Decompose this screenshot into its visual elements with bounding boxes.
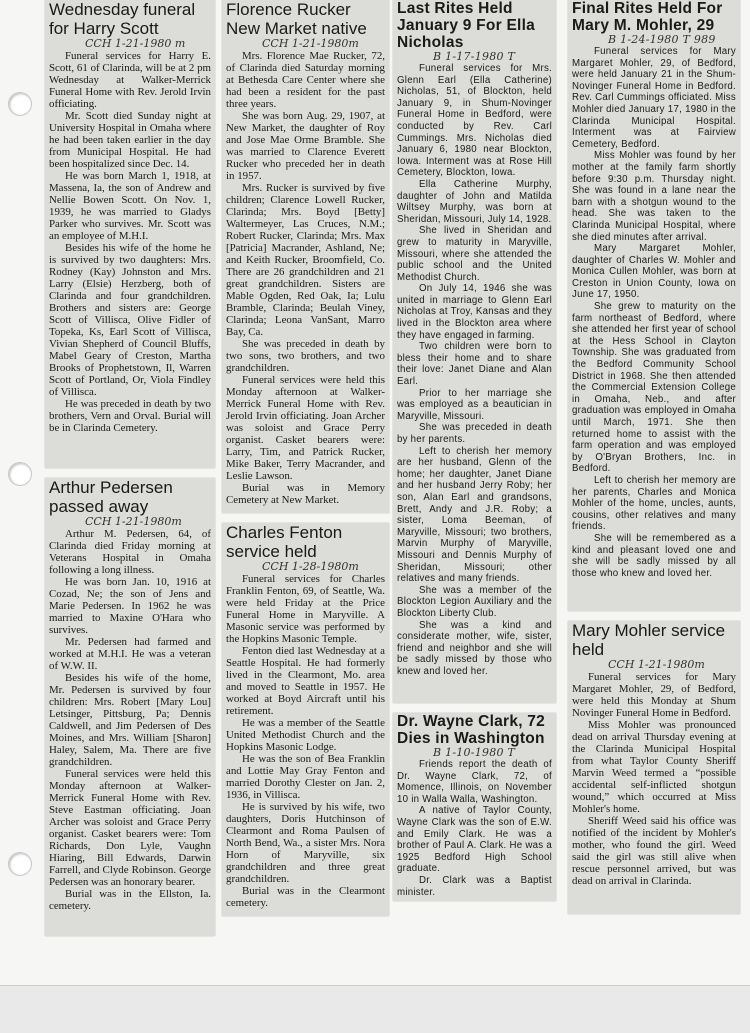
paragraph: Besides his wife of the home he is survived by two daughters: Mrs. Rodney (Kay) Johnston and Mrs. Larry (Elsie) Herzberg, both of Clarinda and four grandchildren. Brothers and sisters are: George Scott of Villisca, Olive Fidler of Topeka, Ks, Earl Scott of Villisca, Vivian Shepherd of Council Bluffs, Mabel Geary of Creston, Martha Brooks of Prophetstown, Il, Warren Scott of Portland, Or, Viola Findley of Villisca. xyxy=(49,242,211,398)
clipping-harry-scott xyxy=(45,0,215,468)
clipping-ella-nicholas xyxy=(393,0,556,703)
clipping-mary-mohler-final-rites xyxy=(568,0,740,611)
clipping-charles-fenton xyxy=(222,523,389,916)
paragraph: Sheriff Weed said his office was notified of the incident by Mohler's mother, who found the girl. Weed said the girl was still alive when rescue personnel arrived, but was dead on arrival in Clarinda. xyxy=(572,815,736,887)
paragraph: He was a member of the Seattle United Methodist Church and the Hopkins Masonic Lodge. xyxy=(226,717,385,753)
paragraph: She grew to maturity on the farm northeast of Bedford, where she attended her first year of school at the Hess School in Clayton Township. She was graduated from the Bedford Community School District in 1968. She then attended the Commercial Extension College in Omaha, Neb., and after graduation was employed in Omaha until March, 1971. She then returned home to assist with the farm operation and was employed by O'Bryan Brothers, Inc. in Bedford. xyxy=(572,301,736,475)
headline: Mary Mohler service held xyxy=(572,621,726,659)
headline: Wednesday funeral for Harry Scott xyxy=(49,0,196,38)
clipping-wayne-clark xyxy=(393,713,556,901)
article-body xyxy=(222,573,389,909)
paragraph: Funeral services were held this Monday afternoon at Walker-Merrick Funeral Home with Rev. Steve Eastman officiating. Joan Archer was soloist and Grace Perry organist. Casket bearers were: Tom Richards, Don Lyle, Vaughn Hiaring, Bill Edwards, Darwin Farrell, and Clyde Robinson. George Pedersen was an honorary bearer. xyxy=(49,768,211,888)
handwritten-date-note: B 1-24-1980 T 989 xyxy=(608,33,716,46)
binder-hole xyxy=(8,462,32,486)
handwritten-date-note: CCH 1-21-1980m xyxy=(608,658,705,671)
paragraph: Burial was in the Clearmont cemetery. xyxy=(226,885,385,909)
paragraph: Friends report the death of Dr. Wayne Clark, 72, of Momence, Illinois, on November 10 in Walla Walla, Washington. xyxy=(397,759,552,805)
handwritten-date-note: CCH 1-21-1980 m xyxy=(85,37,186,50)
paragraph: Ella Catherine Murphy, daughter of John and Matilda Wiltsey Murphy, was born at Sheridan, Missouri, July 14, 1928. xyxy=(397,178,552,225)
paragraph: A native of Taylor County, Wayne Clark was the son of E.W. and Emily Clark. He was a brother of Paul A. Clark. He was a 1925 Bedford High School graduate. xyxy=(397,805,552,875)
paragraph: Funeral services for Harry E. Scott, 61 of Clarinda, will be at 2 pm Wednesday at Walker-Merrick Funeral Home with Rev. Jerold Irvin officiating. xyxy=(49,50,211,110)
paragraph: He was preceded in death by two brothers, Vern and Orval. Burial will be in Clarinda Cemetery. xyxy=(49,398,211,434)
paragraph: Two children were born to bless their home and to share their love: Janet Diane and Alan Earl. xyxy=(397,341,552,388)
headline: Florence Rucker New Market native xyxy=(226,0,367,38)
paragraph: Fenton died last Wednesday at a Seattle Hospital. He had formerly lived in the Clearmont, Mo. area and moved to Seattle in 1957. He worked at Boyd Aircraft until his retirement. xyxy=(226,645,385,717)
paragraph: She was preceded in death by two sons, two brothers, and two grandchildren. xyxy=(226,338,385,374)
paragraph: Mr. Scott died Sunday night at University Hospital in Omaha where he had been taken earlier in the day from Municipal Hospital. He had been hospitalized since Dec. 14. xyxy=(49,110,211,170)
paragraph: On July 14, 1946 she was united in marriage to Glenn Earl Nicholas at Troy, Kansas and they lived in the Blockton area where they have engaged in farming. xyxy=(397,283,552,341)
paragraph: She will be remembered as a kind and pleasant loved one and she will be sadly missed by all those who knew and loved her. xyxy=(572,532,736,579)
paragraph: She was preceded in death by her parents. xyxy=(397,422,552,445)
paragraph: She was born Aug. 29, 1907, at New Market, the daughter of Roy and Jose Mae Orme Bramble. She was married to Clarence Everett Rucker who preceded her in death in 1957. xyxy=(226,110,385,182)
handwritten-date-note: CCH 1-28-1980m xyxy=(262,560,359,573)
paragraph: Funeral services for Mary Margaret Mohler, 29, of Bedford, were held January 21 in the Shum-Novinger Funeral Home in Bedford. Rev. Carl Cummings officiated. Miss Mohler died January 17, 1980 in the Clarinda Municipal Hospital. Interment was at Fairview Cemetery, Bedford. xyxy=(572,46,736,150)
binder-hole xyxy=(8,852,32,876)
handwritten-date-note: B 1-17-1980 T xyxy=(433,50,516,63)
paragraph: Prior to her marriage she was employed as a beautician in Maryville, Missouri. xyxy=(397,387,552,422)
clipping-mary-mohler-service xyxy=(568,621,740,914)
handwritten-date-note: CCH 1-21-1980m xyxy=(262,37,359,50)
column-1 xyxy=(45,0,215,936)
paragraph: Miss Mohler was pronounced dead on arrival Thursday evening at the Clarinda Municipal Hospital from what Taylor County Sheriff Marvin Weed termed a “possible accidental self-inflicted shotgun wound,” which occurred at Miss Mohler's home. xyxy=(572,719,736,815)
paragraph: Dr. Clark was a Baptist minister. xyxy=(397,874,552,898)
article-body xyxy=(393,759,556,898)
headline: Final Rites Held For Mary M. Mohler, 29 xyxy=(572,0,723,34)
paragraph: Besides his wife of the home, Mr. Pedersen is survived by four children: Mrs. Robert [Mary Lou] Letsinger, Pittsburg, Pa; Dennis Caldwell, and Jim Pedersen of Des Moines, and Mrs. William [Sharon] Haley, Salem, Ma. There are five grandchildren. xyxy=(49,672,211,768)
column-2 xyxy=(222,0,389,916)
headline: Last Rites Held January 9 For Ella Nicholas xyxy=(397,0,536,51)
paragraph: He was born Jan. 10, 1916 at Cozad, Ne; the son of Jens and Marie Pedersen. In 1962 he was married to Maxine O'Hara who survives. xyxy=(49,576,211,636)
paragraph: Burial was in the Ellston, Ia. cemetery. xyxy=(49,888,211,912)
column-4 xyxy=(568,0,740,914)
paragraph: Mrs. Florence Mae Rucker, 72, of Clarinda died Saturday morning at Bethesda Care Center where she had been a resident for the past three years. xyxy=(226,50,385,110)
article-body xyxy=(45,50,215,434)
paragraph: Arthur M. Pedersen, 64, of Clarinda died Friday morning at Veterans Hospital in Omaha following a long illness. xyxy=(49,528,211,576)
paragraph: Funeral services for Charles Franklin Fenton, 69, of Seattle, Wa. were held Friday at the Price Funeral Home in Maryville. A Masonic service was performed by the Hopkins Masonic Temple. xyxy=(226,573,385,645)
article-body xyxy=(222,50,389,506)
paragraph: Left to cherish her memory are her husband, Glenn of the home; her daughter, Janet Diane and her husband Jerry Roby; her son, Alan Earl and grandsons, Brett, Andy and J.R. Roby; a sister, Loma Beeman, of Maryville, Missouri; two brothers, Marvin Murphy of Maryville, Missouri and Dennis Murphy of Sheridan, Missouri; other relatives and many friends. xyxy=(397,445,552,585)
handwritten-date-note: B 1-10-1980 T xyxy=(433,746,516,759)
article-body xyxy=(568,671,740,887)
paragraph: Left to cherish her memory are her parents, Charles and Monica Mohler of the home, uncles, aunts, cousins, other relatives and many friends. xyxy=(572,474,736,533)
handwritten-date-note: CCH 1-21-1980m xyxy=(85,515,182,528)
column-3 xyxy=(393,0,556,901)
clipping-arthur-pedersen xyxy=(45,478,215,936)
paragraph: Mrs. Rucker is survived by five children; Clarence Lowell Rucker, Clarinda; Mrs. Boyd [Betty] Waltermeyer, Las Cruces, N.M.; Robert Rucker, Clarinda; Mrs. Max [Patricia] Macrander, Ashland, Ne; and Keith Rucker, Broomfield, Co. There are 26 grandchildren and 21 great grandchildren. Sisters are Mable Ogden, Red Oak, Ia; Lulu Bramble, Clarinda; Beulah Viney, Clarinda; Leona VanSant, Marro Bay, Ca. xyxy=(226,182,385,338)
paragraph: She was a member of the Blockton Legion Auxiliary and the Blockton Liberty Club. xyxy=(397,584,552,619)
article-body xyxy=(393,63,556,677)
headline: Dr. Wayne Clark, 72 Dies in Washington xyxy=(397,713,546,747)
paragraph: Mr. Pedersen had farmed and worked at M.H.I. He was a veteran of W.W. II. xyxy=(49,636,211,672)
paragraph: He was born March 1, 1918, at Massena, Ia, the son of Andrew and Nellie Bowen Scott. On Nov. 1, 1939, he was married to Gladys Parker who survives. Mr. Scott was an employee of M.H.I. xyxy=(49,170,211,242)
paragraph: Funeral services for Mary Margaret Mohler, 29, of Bedford, were held this Monday at Shum Novinger Funeral Home in Bedford. xyxy=(572,671,736,719)
headline: Arthur Pedersen passed away xyxy=(49,478,173,516)
paragraph: Funeral services were held this Monday afternoon at Walker-Merrick Funeral Home with Rev. Jerold Irvin officiating. Joan Archer was soloist and Grace Perry organist. Casket bearers were: Larry, Tim, and Patrick Rucker, Mike Baker, Terry Macrander, and Leslie Lawson. xyxy=(226,374,385,482)
paragraph: Funeral services for Mrs. Glenn Earl (Ella Catherine) Nicholas, 51, of Blockton, held January 9, in Shum-Novinger Funeral Home in Bedford, were conducted by Rev. Carl Cummings. Mrs. Nicholas died January 6, 1980 near Blockton, Iowa. Interment was at Rose Hill Cemetery, Blockton, Iowa. xyxy=(397,63,552,179)
article-body xyxy=(45,528,215,912)
headline: Charles Fenton service held xyxy=(226,523,343,561)
paragraph: She lived in Sheridan and grew to maturity in Maryville, Missouri, where she attended the public school and the United Methodist Church. xyxy=(397,225,552,283)
article-body xyxy=(568,46,740,579)
clipping-florence-rucker xyxy=(222,0,389,513)
binder-hole xyxy=(8,92,32,116)
paragraph: He is survived by his wife, two daughters, Doris Hutchinson of Clearmont and Roma Paulsen of North Bend, Wa., a sister Mrs. Nora Horn of Maryville, six grandchildren and three great grandchildren. xyxy=(226,801,385,885)
paragraph: Miss Mohler was found by her mother at the family farm shortly before 9:30 p.m. Thursday night. She was found in a lane near the barn with a shotgun wound to the head. She was taken to the Clarinda Municipal Hospital, where she died minutes after arrival. xyxy=(572,150,736,243)
paragraph: He was the son of Bea Franklin and Lottie May Gray Fenton and married Dorothy Clester on Jan. 2, 1936, in Villisca. xyxy=(226,753,385,801)
paragraph: Mary Margaret Mohler, daughter of Charles W. Mohler and Monica Cullen Mohler, was born at Creston in Union County, Iowa on June 17, 1950. xyxy=(572,243,736,301)
paragraph: Burial was in Memory Cemetery at New Market. xyxy=(226,482,385,506)
paragraph: She was a kind and considerate mother, wife, sister, friend and neighbor and she will be sadly missed by those who knew and loved her. xyxy=(397,619,552,677)
